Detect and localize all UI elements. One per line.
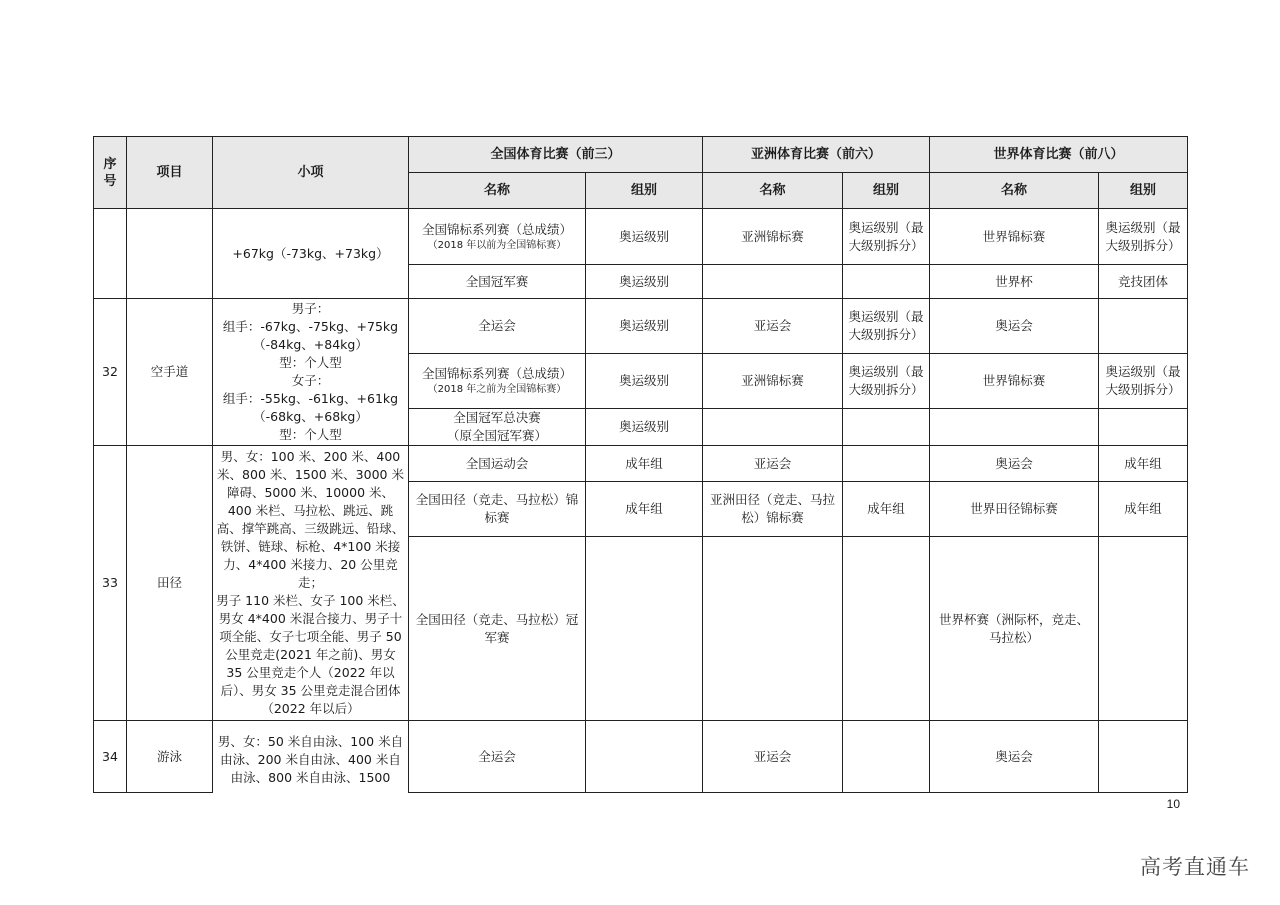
national-group-cell: 成年组 — [586, 446, 703, 482]
header-world-name: 名称 — [930, 173, 1099, 209]
national-group-cell: 奥运级别 — [586, 265, 703, 299]
world-name-cell: 奥运会 — [930, 446, 1099, 482]
table-row — [94, 209, 1188, 265]
project-cell: 空手道 — [127, 299, 213, 446]
asian-name-cell: 亚洲田径（竞走、马拉松）锦标赛 — [703, 482, 843, 537]
header-asian-group: 组别 — [843, 173, 930, 209]
asian-name-cell — [703, 537, 843, 721]
table-row — [94, 446, 1188, 482]
national-name: 全国锦标系列赛（总成绩） — [421, 366, 572, 381]
world-group-cell: 奥运级别（最大级别拆分） — [1099, 209, 1188, 265]
asian-group-cell: 奥运级别（最大级别拆分） — [843, 299, 930, 354]
national-name-cell: 全运会 — [409, 299, 586, 354]
world-name-cell: 奥运会 — [930, 299, 1099, 354]
project-cell — [127, 209, 213, 299]
seq-cell: 34 — [94, 721, 127, 793]
world-name-cell: 世界锦标赛 — [930, 354, 1099, 409]
world-group-cell — [1099, 537, 1188, 721]
world-group-cell: 竞技团体 — [1099, 265, 1188, 299]
header-sub: 小项 — [213, 137, 409, 209]
seq-cell — [94, 209, 127, 299]
national-name-cell — [409, 409, 586, 446]
national-name: 全国冠军总决赛 — [453, 410, 541, 425]
asian-name-cell: 亚洲锦标赛 — [703, 354, 843, 409]
header-world-group: 组别 — [1099, 173, 1188, 209]
header-row-1 — [94, 137, 1188, 173]
national-name-note: （原全国冠军赛） — [446, 428, 547, 443]
seq-cell: 33 — [94, 446, 127, 721]
national-name-cell — [409, 354, 586, 409]
asian-group-cell: 成年组 — [843, 482, 930, 537]
header-national: 全国体育比赛（前三） — [409, 137, 703, 173]
national-group-cell: 奥运级别 — [586, 209, 703, 265]
watermark-text: 高考直通车 — [1140, 855, 1250, 879]
national-name-note: （2018 年以前为全国锦标赛） — [427, 239, 567, 251]
asian-group-cell — [843, 446, 930, 482]
world-name-cell: 世界田径锦标赛 — [930, 482, 1099, 537]
national-group-cell: 奥运级别 — [586, 409, 703, 446]
national-group-cell — [586, 537, 703, 721]
page-number: 10 — [1166, 797, 1180, 811]
national-group-cell: 成年组 — [586, 482, 703, 537]
asian-group-cell: 奥运级别（最大级别拆分） — [843, 209, 930, 265]
asian-group-cell — [843, 537, 930, 721]
asian-name-cell: 亚运会 — [703, 721, 843, 793]
sports-event-table — [93, 136, 1188, 793]
national-group-cell: 奥运级别 — [586, 354, 703, 409]
seq-cell: 32 — [94, 299, 127, 446]
asian-group-cell — [843, 721, 930, 793]
header-asian-name: 名称 — [703, 173, 843, 209]
table-row — [94, 721, 1188, 793]
national-name-note: （2018 年之前为全国锦标赛） — [427, 384, 567, 395]
world-name-cell: 世界锦标赛 — [930, 209, 1099, 265]
world-group-cell — [1099, 299, 1188, 354]
subitem-cell: 男子： 组手：-67kg、-75kg、+75kg（-84kg、+84kg） 型：个人型 女子： 组手：-55kg、-61kg、+61kg（-68kg、+68kg） 型：个人型 — [213, 299, 409, 446]
subitem-cell: 男、女：50 米自由泳、100 米自由泳、200 米自由泳、400 米自由泳、800 米自由泳、1500 — [213, 721, 409, 793]
project-cell: 游泳 — [127, 721, 213, 793]
national-name-cell: 全国田径（竞走、马拉松）锦标赛 — [409, 482, 586, 537]
table-row — [94, 299, 1188, 354]
world-group-cell: 奥运级别（最大级别拆分） — [1099, 354, 1188, 409]
national-name-cell: 全国运动会 — [409, 446, 586, 482]
asian-name-cell: 亚运会 — [703, 446, 843, 482]
subitem-cell: +67kg（-73kg、+73kg） — [213, 209, 409, 299]
world-name-cell — [930, 409, 1099, 446]
world-group-cell — [1099, 409, 1188, 446]
asian-name-cell — [703, 265, 843, 299]
header-world: 世界体育比赛（前八） — [930, 137, 1188, 173]
world-name-cell: 世界杯 — [930, 265, 1099, 299]
asian-name-cell — [703, 409, 843, 446]
asian-name-cell: 亚洲锦标赛 — [703, 209, 843, 265]
asian-group-cell — [843, 265, 930, 299]
national-group-cell — [586, 721, 703, 793]
world-group-cell — [1099, 721, 1188, 793]
header-seq: 序号 — [94, 137, 127, 209]
asian-name-cell: 亚运会 — [703, 299, 843, 354]
national-name-cell — [409, 209, 586, 265]
header-project: 项目 — [127, 137, 213, 209]
project-cell: 田径 — [127, 446, 213, 721]
world-group-cell: 成年组 — [1099, 482, 1188, 537]
world-name-cell: 奥运会 — [930, 721, 1099, 793]
header-national-name: 名称 — [409, 173, 586, 209]
header-national-group: 组别 — [586, 173, 703, 209]
world-group-cell: 成年组 — [1099, 446, 1188, 482]
header-asian: 亚洲体育比赛（前六） — [703, 137, 930, 173]
national-group-cell: 奥运级别 — [586, 299, 703, 354]
national-name-cell: 全运会 — [409, 721, 586, 793]
national-name: 全国锦标系列赛（总成绩） — [421, 221, 572, 237]
subitem-cell: 男、女：100 米、200 米、400 米、800 米、1500 米、3000 米障碍、5000 米、10000 米、400 米栏、马拉松、跳远、跳高、撑竿跳高、三级跳远、铅球、铁饼、链球、标枪、4*100 米接力、4*400 米接力、20 公里竞走； 男子 110 米栏、女子 100 米栏、男女 4*400 米混合接力、男子十项全能、女子七项全能、男子 50 公里竞走(2021 年之前)、男女 35 公里竞走个人（2022 年以后）、男女 35 公里竞走混合团体（2022 年以后） — [213, 446, 409, 721]
world-name-cell: 世界杯赛（洲际杯，竞走、马拉松） — [930, 537, 1099, 721]
asian-group-cell: 奥运级别（最大级别拆分） — [843, 354, 930, 409]
national-name-cell: 全国田径（竞走、马拉松）冠军赛 — [409, 537, 586, 721]
asian-group-cell — [843, 409, 930, 446]
national-name-cell: 全国冠军赛 — [409, 265, 586, 299]
